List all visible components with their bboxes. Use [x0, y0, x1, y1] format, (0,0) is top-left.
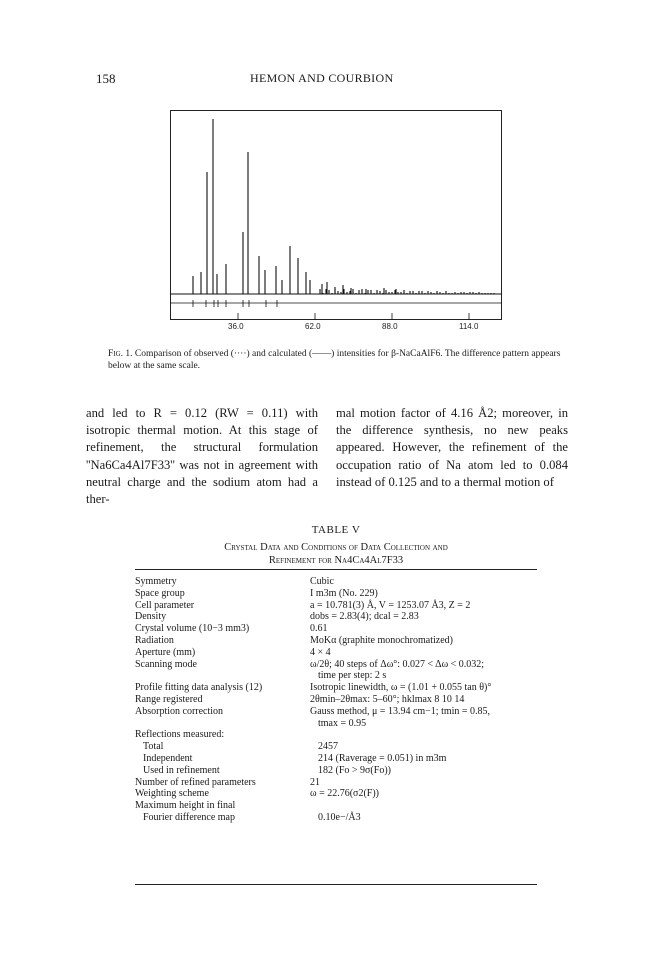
table-row-label: Range registered: [135, 693, 203, 705]
table-row-value-text: Gauss method, μ = 13.94 cm−1; tmin = 0.85,: [310, 705, 491, 717]
table-row-label: Number of refined parameters: [135, 776, 256, 788]
x-axis-ticks: [238, 313, 469, 320]
table-row-value-text: MoKα (graphite monochromatized): [310, 634, 453, 646]
table-row-label: Weighting scheme: [135, 788, 209, 800]
table-row-value: [310, 777, 537, 789]
table-row: [135, 623, 537, 635]
table-top-rule: [135, 569, 537, 570]
table-row: [135, 729, 537, 741]
x-tick-label: 88.0: [382, 322, 398, 331]
page-number: 158: [96, 71, 116, 86]
table-row-value: [310, 611, 537, 623]
table-row-value: [318, 753, 537, 765]
table-row: [135, 777, 537, 789]
table-row-value-text: 0.61: [310, 623, 328, 635]
table-title: TABLE V: [311, 524, 361, 536]
table-row-value-text: a = 10.781(3) Å, V = 1253.07 Å3, Z = 2: [310, 599, 471, 611]
powder-pattern-plot: [170, 110, 502, 332]
table-row-label: Total: [143, 741, 164, 753]
figure-caption-text: Comparison of observed (····) and calculated (——) intensities for β-NaCaAlF6. The difference pattern appears below at the same scale.: [108, 349, 561, 371]
figure-caption-label: Fig. 1.: [108, 349, 133, 359]
table-row-value: [310, 647, 537, 659]
table-row-value: [310, 623, 537, 635]
table-row-value-text: 182 (Fo > 9σ(Fo)): [318, 764, 391, 776]
table-row-value: [310, 682, 537, 694]
x-tick-label: 114.0: [459, 322, 479, 331]
body-text-right-column: mal motion factor of 4.16 Å2; moreover, in the difference synthesis, no new peaks appeared. However, the refinement of the occupation ratio of Na atom led to 0.084 instead of 0.125 and to a thermal motion of: [336, 406, 568, 489]
table-row-value: [310, 576, 537, 588]
table-caption-line2: Refinement for Na4Ca4Al7F33: [268, 555, 404, 566]
table-row-value: [318, 812, 537, 824]
table-row-value-text: 4 × 4: [310, 646, 331, 658]
table-row-label: Maximum height in final: [135, 800, 236, 812]
plot-frame: [171, 111, 502, 320]
table-row-label: Independent: [143, 752, 193, 764]
table-row-value: [318, 765, 537, 777]
table-row-value-text: dobs = 2.83(4); dcal = 2.83: [310, 611, 419, 623]
table-row-label: Fourier difference map: [143, 811, 235, 823]
crystal-data-table: [135, 576, 537, 824]
table-row: [135, 588, 537, 600]
table-row-value-text: ω = 22.76(σ2(F)): [310, 788, 379, 800]
table-row-label: Density: [135, 611, 167, 623]
x-axis-tick-labels: [228, 322, 479, 331]
table-row-label: Profile fitting data analysis (12): [135, 682, 263, 694]
powder-pattern-figure: [170, 110, 502, 331]
table-row: [135, 600, 537, 612]
table-row-value: [310, 800, 537, 812]
table-row: [135, 611, 537, 623]
body-text-left-column: and led to R = 0.12 (RW = 0.11) with isotropic thermal motion. At this stage of refinement, the structural formulation ''Na6Ca4Al7F33'' was not in agreement with neutral charge and the sodium atom had a ther-: [86, 406, 318, 507]
table-row: [135, 659, 537, 683]
table-row-value-text: 214 (Raverage = 0.051) in m3m: [318, 752, 447, 764]
table-row-value: [318, 741, 537, 753]
figure-caption: [108, 348, 578, 372]
table-row-label: Radiation: [135, 634, 174, 646]
table-row: [135, 694, 537, 706]
table-row-label: Reflections measured:: [135, 729, 225, 741]
difference-pattern: [193, 300, 277, 307]
table-row: [135, 788, 537, 800]
running-head: HEMON AND COURBION: [250, 71, 394, 85]
table-row-value-continued: tmax = 0.95: [318, 717, 367, 729]
table-row-value: [310, 588, 537, 600]
table-caption-line1: Crystal Data and Conditions of Data Collection and: [224, 542, 448, 553]
table-row-value-text: I m3m (No. 229): [310, 587, 378, 599]
table-row: [135, 647, 537, 659]
table-row-value-text: 2θmin–2θmax: 5–60°; hklmax 8 10 14: [310, 693, 465, 705]
table-row-value: [310, 659, 537, 683]
table-row-value: [310, 788, 537, 800]
x-tick-label: 36.0: [228, 322, 244, 331]
table-caption: [0, 541, 672, 567]
table-row: [135, 706, 537, 730]
table-row-value-text: 0.10e−/Å3: [318, 811, 361, 823]
table-row-value-text: 21: [310, 776, 320, 788]
table-row: [135, 576, 537, 588]
table-row: [135, 753, 537, 765]
table-row-label: Absorption correction: [135, 705, 224, 717]
table-row-value-text: Cubic: [310, 576, 334, 587]
table-row: [135, 635, 537, 647]
table-row-label: Aperture (mm): [135, 646, 196, 658]
table-row-label: Space group: [135, 587, 185, 599]
table-row: [135, 741, 537, 753]
table-row-label: Crystal volume (10−3 mm3): [135, 623, 250, 635]
table-row-label: Cell parameter: [135, 599, 195, 611]
table-row-label: Symmetry: [135, 576, 177, 587]
table-row-label: Used in refinement: [143, 764, 220, 776]
table-row-value: [310, 729, 537, 741]
calculated-pattern: [170, 119, 502, 294]
table-row-value-text: ω/2θ; 40 steps of Δω°: 0.027 < Δω < 0.032;: [310, 658, 485, 670]
table-row: [135, 682, 537, 694]
table-row-value-text: Isotropic linewidth, ω = (1.01 + 0.055 tan θ)°: [310, 682, 492, 694]
table-row-value-continued: time per step: 2 s: [318, 670, 387, 682]
x-tick-label: 62.0: [305, 322, 321, 331]
table-row-value: [310, 600, 537, 612]
table-row: [135, 812, 537, 824]
table-row-value: [310, 694, 537, 706]
table-bottom-rule: [135, 884, 537, 885]
table-row-value: [310, 706, 537, 730]
table-row: [135, 800, 537, 812]
table-row-value: [310, 635, 537, 647]
table-row: [135, 765, 537, 777]
table-row-value-text: 2457: [318, 741, 338, 753]
table-row-label: Scanning mode: [135, 658, 197, 670]
